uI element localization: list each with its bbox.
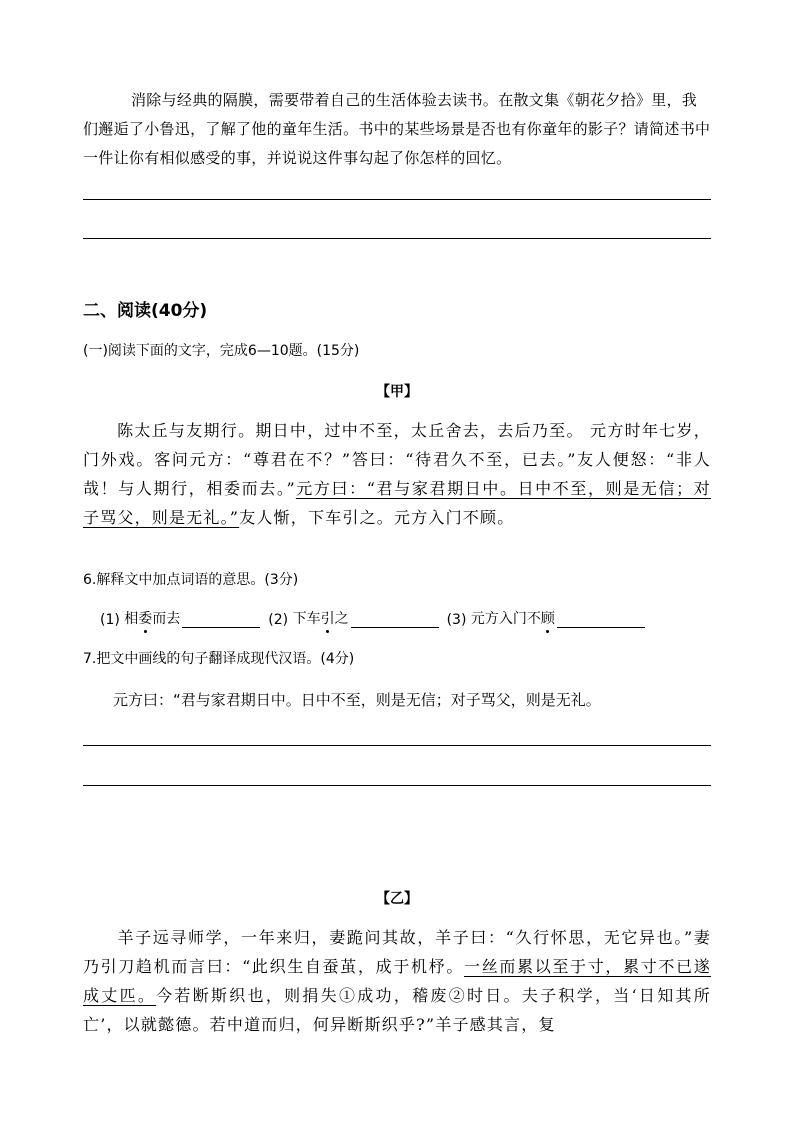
passage-yi [83, 923, 711, 1039]
passage-jia-text: 陈太丘与友期行。期日中，过中不至，太丘舍去，去后乃至。 元方时年七岁，门外戏。客问元方：“尊君在不？”答曰：“待君久不至，已去。”友人便怒：“非人哉！与人期行，相委而去。” [83, 421, 711, 498]
vocab-text-pre: 下车 [292, 611, 321, 627]
vocab-text-pre: 元方入门不 [470, 611, 541, 627]
vocab-number: (1) [100, 612, 120, 628]
vocab-number: (3) [446, 612, 467, 628]
passage-jia-text-end: 友人惭，下车引之。元方入门不顾。 [239, 508, 515, 527]
passage-jia [83, 416, 711, 532]
vocab-item-2 [268, 608, 438, 628]
passage-jia-underlined-sentence: 元方曰：“君与家君期日中。日中不至，则是无信；对子骂父，则是无礼。” [83, 479, 711, 527]
question-7-quote: 元方曰：“君与家君期日中。日中不至，则是无信；对子骂父，则是无礼。 [113, 691, 601, 709]
vocab-item-3 [447, 608, 645, 628]
vocab-text-pre: 相 [124, 611, 139, 627]
passage-yi-text-end: 今若断斯织也，则捐失①成功，稽废②时日。夫子积学，当‘日知其所亡’，以就懿德。若中道而归，何异断斯织乎?”羊子感其言，复 [83, 986, 711, 1034]
dotted-word: 引 [321, 608, 335, 628]
passage-yi-text: 羊子远寻师学，一年来归，妻跪问其故，羊子曰：“久行怀思，无它异也。”妻乃引刀趋机而言曰：“此织生自蚕茧，成于机杼。 [83, 928, 711, 976]
dotted-word: 顾 [541, 608, 555, 628]
section-title: 二、阅读(40分) [83, 301, 208, 321]
question-6-items [100, 608, 710, 628]
answer-blank[interactable] [557, 611, 645, 628]
passage-yi-heading: 【乙】 [376, 891, 418, 907]
question-7-title: 7.把文中画线的句子翻译成现代汉语。(4分) [83, 651, 355, 667]
intro-text: 消除与经典的隔膜，需要带着自己的生活体验去读书。在散文集《朝花夕拾》里，我们邂逅了小鲁迅，了解了他的童年生活。书中的某些场景是否也有你童年的影子？请简述书中一件让你有相似感受的事，并说说这件事勾起了你怎样的回忆。 [83, 91, 711, 167]
passage-yi-underlined-sentence: 一丝而累以至于寸，累寸不已遂成丈匹。 [83, 957, 711, 1005]
answer-blank[interactable] [351, 611, 439, 628]
vocab-number: (2) [268, 612, 289, 628]
vocab-text-post: 之 [334, 611, 349, 627]
dotted-word: 委 [138, 608, 152, 628]
subsection-title: (一)阅读下面的文字，完成6—10题。(15分) [83, 343, 360, 359]
answer-line[interactable] [83, 199, 711, 200]
answer-blank[interactable] [182, 611, 260, 628]
question-6-title: 6.解释文中加点词语的意思。(3分) [83, 572, 299, 588]
vocab-item-1 [100, 608, 260, 628]
answer-line[interactable] [83, 745, 711, 746]
intro-paragraph [83, 86, 711, 173]
vocab-text-post: 而去 [152, 611, 181, 627]
passage-jia-heading: 【甲】 [376, 384, 418, 400]
answer-line[interactable] [83, 785, 711, 786]
answer-line[interactable] [83, 238, 711, 239]
